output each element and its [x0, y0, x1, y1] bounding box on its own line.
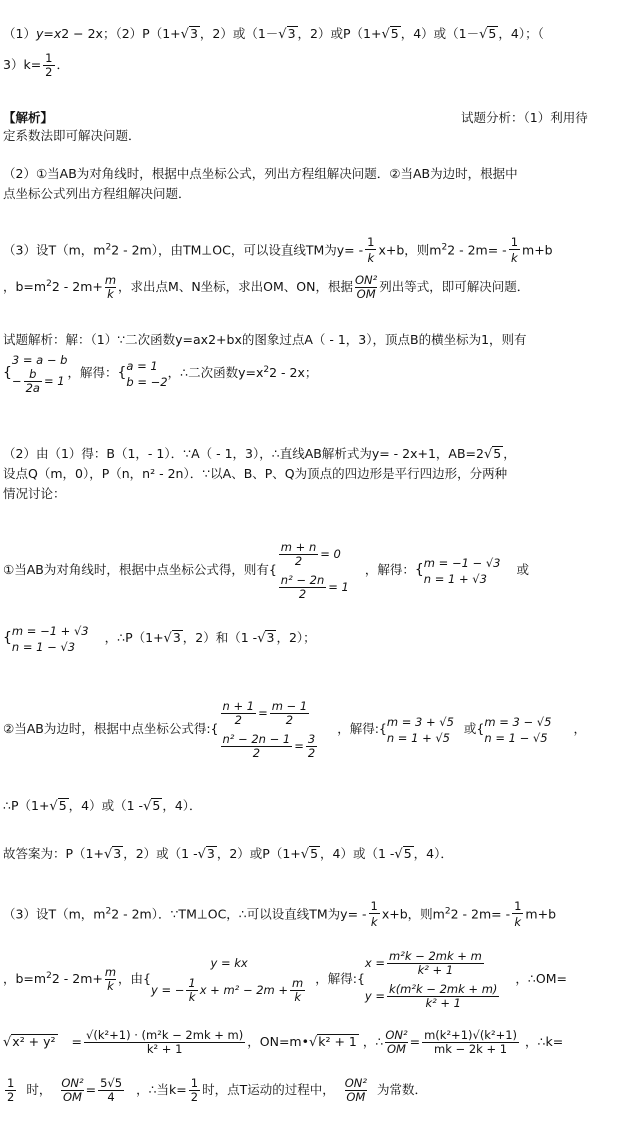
denominator: 2 — [294, 553, 303, 568]
text: ，解得： — [67, 365, 118, 380]
final-answer-line — [3, 846, 453, 863]
denominator: 2 — [7, 1090, 15, 1104]
sqrt-icon: √ — [394, 847, 403, 862]
brace-icon: { — [3, 365, 12, 381]
numerator: m + n — [280, 539, 317, 554]
sqrt-icon: √ — [483, 447, 493, 462]
text: = 1 — [328, 579, 349, 594]
fraction — [84, 1029, 245, 1056]
radicand: x² + y² — [12, 1034, 56, 1049]
sqrt-icon: √ — [143, 799, 152, 814]
numerator: n² − 2n — [280, 572, 325, 587]
text: 2 - 2m），由TM⊥OC，可以设直线TM为y= - — [111, 242, 364, 258]
equation: − $\frac{b}{2a}$ = 1 — [11, 367, 65, 395]
denominator: OM — [386, 1042, 406, 1056]
numerator: m — [292, 976, 304, 991]
sqrt-icon: √ — [103, 847, 113, 862]
fraction — [509, 236, 520, 266]
fraction — [24, 368, 42, 395]
text: 2 - 2m+ — [51, 971, 103, 987]
fraction — [422, 1029, 519, 1056]
brace-icon: { — [414, 562, 424, 578]
sqrt-icon: √ — [3, 1035, 12, 1050]
text: 2 - 2m= - — [450, 906, 511, 922]
text: ， — [503, 446, 516, 461]
text: ，∴OM= — [515, 971, 567, 987]
text: 或{ — [463, 721, 485, 736]
radicand: 5 — [152, 798, 161, 813]
solution-s3-line2: ，$b=m^22 - 2m+$ $\frac{m}{k}$ ，由{ y = kx y = − $\frac{1}{k}$ x + m² − 2m + $\frac{m}{k}$ ，解得:{ x = $\frac{\text{m²k − 2mk + m}}{\text{k² + 1}}$ y = $\frac{\text{k(m²k − 2mk + m)}}{\text{k² + 1}}$ ，∴OM= — [3, 948, 567, 1010]
text: ，ON=m• — [247, 1034, 309, 1049]
fraction — [365, 236, 376, 266]
equation: m = 3 − √5 — [484, 714, 552, 729]
equation: n = 1 + √5 — [386, 730, 451, 745]
denominator: k — [514, 915, 522, 929]
numerator: 1 — [7, 1076, 15, 1090]
fraction — [387, 983, 499, 1010]
numerator: 1 — [188, 976, 196, 991]
equation: b = −2 — [126, 374, 168, 389]
analysis-p3-line1: （3）设T（m，$m^22 - 2m$），由TM⊥OC，可以设直线TM为y= - $\frac{1}{k} x+b$，则$m^22 - 2m=$ - $\frac{1}{k} m+b$ — [3, 235, 553, 265]
fraction — [221, 733, 293, 760]
text: ，解得:{ — [337, 721, 387, 736]
fraction — [355, 274, 377, 301]
text: 2 - 2m）．∵TM⊥OC，∴可以设直线TM为y= - — [111, 906, 367, 922]
numerator: m — [104, 965, 117, 980]
numerator: ON² — [344, 1076, 367, 1090]
answer-line-1 — [3, 26, 544, 43]
equation-system — [151, 955, 307, 1004]
fraction — [306, 733, 317, 760]
text: 列出等式，即可解决问题． — [379, 279, 530, 294]
text: m+b — [522, 242, 553, 258]
text: ，4）或（1 - — [68, 798, 144, 813]
sqrt-icon: √ — [49, 799, 58, 814]
numerator: m(k²+1)√(k²+1) — [424, 1028, 518, 1042]
text: ，2）和（1 - — [182, 630, 258, 645]
text: ，∴ — [362, 1034, 384, 1049]
fraction — [105, 966, 116, 993]
text: = 1 — [43, 374, 65, 388]
equation: m = −1 − √3 — [423, 555, 501, 570]
analysis-p3-line2: ，$b=m^22 - 2m+$ $\frac{m}{k}$ ，求出点M、N坐标，求出OM、ON，根据 $\frac{\text{ON²}}{OM}$ 列出等式，即可解决问题． — [3, 273, 530, 301]
numerator: n + 1 — [222, 698, 255, 713]
answer-part: ，4）；（ — [498, 26, 544, 41]
equation — [365, 950, 502, 977]
equation-system — [484, 714, 551, 746]
equation: $\frac{n + 1}{2}$ = $\frac{m - 1}{2}$ — [222, 698, 308, 727]
numerator: m²k − 2mk + m — [389, 948, 482, 963]
denominator: 2a — [25, 381, 40, 395]
equation-system — [365, 950, 502, 1010]
case2-line1 — [3, 696, 586, 762]
equation-system — [12, 352, 68, 395]
text: 为常数． — [376, 1082, 427, 1097]
text: ， — [573, 721, 586, 736]
numerator: m — [104, 273, 117, 287]
sqrt-icon: √ — [257, 631, 266, 646]
equation — [151, 977, 307, 1004]
text: ，∴当k= — [136, 1082, 187, 1097]
sqrt-icon: √ — [278, 27, 287, 42]
radicand: 5 — [310, 846, 319, 861]
answer-part: ，2）或P（1+ — [297, 26, 382, 41]
equation: n = 1 + √3 — [423, 571, 487, 586]
text: ，b=m — [3, 279, 47, 294]
solution-s1-line2: { 3 = a − b − $\frac{b}{2a}$ = 1 ，解得：{ a = 1 b = −2 ，∴二次函数$y=x^22 - 2x$； — [3, 353, 318, 395]
denominator: k — [294, 990, 301, 1005]
text: ，2）或P（1+ — [216, 846, 301, 861]
text: x + m² − 2m + — [199, 983, 289, 998]
text: ，∴P（1+ — [104, 630, 164, 645]
sqrt-icon: √ — [197, 847, 206, 862]
text: ②当AB为边时，根据中点坐标公式得:{ — [3, 721, 219, 736]
sqrt-icon: √ — [479, 27, 488, 42]
brace-icon: { — [117, 365, 127, 381]
numerator: 5√5 — [100, 1076, 123, 1090]
equation: m = 3 + √5 — [386, 714, 454, 729]
equation: n = 1 − √3 — [11, 639, 76, 654]
denominator: OM — [346, 1090, 366, 1104]
numerator: ON² — [385, 1028, 408, 1042]
solution-s1-line1: 试题解析：解：（1）∵二次函数y=ax2+bx的图象过点A（ - 1，3），顶点B的横坐标为1，则有 — [3, 332, 527, 347]
fraction — [61, 1077, 83, 1104]
numerator: n² − 2n − 1 — [222, 731, 291, 746]
sqrt-icon: √ — [381, 27, 390, 42]
denominator: k² + 1 — [417, 962, 454, 977]
answer-part: ，4）或（1－ — [400, 26, 480, 41]
equation: n = 1 − √5 — [484, 730, 548, 745]
equation: a = 1 — [126, 358, 158, 373]
radicand: 5 — [390, 26, 399, 41]
equation-system — [277, 541, 349, 601]
solution-s2-line1 — [3, 446, 516, 463]
equation — [277, 574, 349, 601]
radicand: 3 — [113, 846, 122, 861]
numerator: 1 — [510, 235, 519, 249]
numerator: 1 — [367, 235, 375, 249]
text: = — [409, 1034, 421, 1049]
text: ，∴二次函数y=x — [167, 365, 264, 380]
numerator: ON² — [355, 273, 378, 287]
analysis-header: 【解析】 — [3, 110, 54, 125]
text: m+b — [525, 906, 557, 922]
text: x = — [364, 955, 386, 970]
text: ，b=m — [3, 971, 47, 987]
case2-line2 — [3, 798, 202, 815]
denominator: 2 — [298, 586, 307, 601]
text: y = − — [151, 983, 185, 998]
fraction — [270, 700, 309, 727]
denominator: 2 — [190, 1090, 199, 1104]
denominator: 2 — [45, 65, 53, 79]
analysis-cont: 定系数法即可解决问题． — [3, 128, 141, 143]
denominator: k — [107, 287, 114, 301]
solution-s2-line3: 情况讨论： — [3, 486, 66, 501]
fraction — [189, 1077, 200, 1104]
numerator: 1 — [45, 51, 53, 65]
radicand: 5 — [403, 846, 412, 861]
equation-system — [126, 358, 167, 390]
text: ，4）． — [162, 798, 202, 813]
text: ①当AB为对角线时，根据中点坐标公式得，则有{ — [3, 562, 277, 577]
denominator: k — [370, 915, 378, 929]
text: = — [71, 1034, 83, 1049]
fraction — [387, 950, 484, 977]
sqrt-icon: √ — [163, 631, 172, 646]
equation: y = kx — [210, 956, 248, 971]
text: 2 - 2x； — [269, 365, 318, 380]
text: （3）设T（m，m — [3, 242, 106, 258]
answer-part: （1） — [3, 26, 36, 41]
denominator: 4 — [107, 1090, 115, 1104]
fraction — [5, 1077, 16, 1104]
sqrt-icon: √ — [300, 847, 310, 862]
radicand: 3 — [266, 630, 275, 645]
equation — [365, 983, 502, 1010]
answer-part: ，2）或（1－ — [199, 26, 279, 41]
denominator: OM — [62, 1090, 82, 1104]
text: （3）设T（m，m — [3, 906, 106, 922]
solution-s3-line4 — [3, 1070, 427, 1110]
denominator: 2 — [234, 712, 242, 727]
answer-part: 3）k= — [3, 57, 42, 72]
sqrt-icon: √ — [308, 1035, 318, 1050]
fraction — [290, 977, 305, 1004]
solution-s3-line1: （3）设T（m，$m^22 - 2m$）．∵TM⊥OC，∴可以设直线TM为y= - $\frac{1}{k} x+b$，则$m^22 - 2m=$ - $\frac{1}{k} m+b$ — [3, 899, 557, 929]
numerator: 1 — [514, 899, 522, 913]
radicand: 3 — [172, 630, 181, 645]
fraction — [512, 900, 523, 930]
text: （2）由（1）得：B（1，- 1）．∵A（ - 1，3），∴直线AB解析式为y= - 2x+1，AB=2 — [3, 446, 484, 461]
text: 2 - 2m= - — [447, 242, 507, 258]
fraction — [369, 900, 380, 930]
answer-part: y=x — [35, 26, 62, 41]
text: x+b，则m — [381, 906, 445, 922]
numerator: 1 — [190, 1076, 199, 1090]
analysis-right: 试题分析：（1）利用待 — [461, 110, 588, 125]
fraction — [221, 700, 257, 727]
fraction — [105, 274, 116, 301]
numerator: √(k²+1) · (m²k − 2mk + m) — [86, 1028, 244, 1042]
brace-icon: { — [3, 630, 12, 646]
fraction — [345, 1077, 367, 1104]
numerator: 3 — [307, 731, 316, 746]
radicand: 3 — [189, 26, 198, 41]
radicand: 3 — [206, 846, 215, 861]
solution-s2-line2: 设点Q（m，0），P（n，n² - 2n）．∵以A、B、P、Q为顶点的四边形是平行四边形，分两种 — [3, 466, 508, 481]
numerator: 1 — [370, 899, 378, 913]
equation-system — [12, 623, 89, 655]
denominator: OM — [356, 287, 376, 301]
text: 故答案为：P（1+ — [3, 846, 104, 861]
text: 或 — [516, 562, 530, 577]
answer-line-2 — [3, 52, 69, 79]
denominator: k — [367, 251, 375, 265]
denominator: k — [107, 979, 114, 994]
denominator: 2 — [252, 745, 261, 760]
denominator: k² + 1 — [146, 1042, 183, 1056]
answer-part: ． — [56, 57, 70, 72]
radicand: 5 — [493, 446, 502, 461]
case1-line1 — [3, 540, 529, 601]
fraction — [98, 1077, 124, 1104]
text: ，解得： — [364, 562, 415, 577]
text: 时，点T运动的过程中， — [202, 1082, 335, 1097]
denominator: k — [511, 251, 518, 265]
text: = — [85, 1082, 97, 1097]
text: 2 - 2m+ — [51, 279, 103, 294]
solution-s3-line3 — [3, 1024, 563, 1061]
text: ∴P（1+ — [3, 798, 50, 813]
radicand: 3 — [287, 26, 296, 41]
sqrt-icon: √ — [180, 27, 189, 42]
answer-part: 2 − 2x；（2）P（1+ — [61, 26, 181, 41]
numerator: m − 1 — [271, 698, 308, 713]
equation-system — [219, 700, 320, 760]
radicand: k² + 1 — [318, 1034, 357, 1049]
text: y = — [364, 988, 386, 1003]
denominator: k² + 1 — [425, 995, 461, 1010]
text: x+b，则m — [378, 242, 442, 258]
analysis-p2-line2: 点坐标公式列出方程组解决问题． — [3, 186, 191, 201]
text: ，4）． — [413, 846, 453, 861]
numerator: b — [24, 368, 42, 382]
equation: 3 = a − b — [11, 353, 68, 367]
fraction — [279, 574, 326, 601]
equation: $\frac{\text{n² − 2n − 1}}{2}$ = $\frac{3}{2}$ — [222, 731, 316, 760]
text: 时， — [26, 1082, 52, 1097]
fraction — [279, 541, 318, 568]
text: ，4）或（1 - — [320, 846, 395, 861]
text: ，∴k= — [525, 1034, 564, 1049]
denominator: 2 — [285, 712, 294, 727]
text: ，2）； — [276, 630, 316, 645]
equation — [277, 541, 349, 568]
text: ，求出点M、N坐标，求出OM、ON，根据 — [118, 279, 353, 294]
denominator: mk − 2k + 1 — [434, 1042, 508, 1056]
text: ，由{ — [118, 971, 151, 987]
text: = 0 — [320, 546, 341, 561]
numerator: k(m²k − 2mk + m) — [389, 981, 498, 996]
fraction — [186, 977, 197, 1004]
equation-system — [424, 555, 501, 587]
denominator: 2 — [307, 745, 316, 760]
denominator: k — [188, 990, 196, 1005]
numerator: ON² — [61, 1076, 84, 1090]
fraction — [385, 1029, 407, 1056]
text: ，2）或（1 - — [123, 846, 198, 861]
equation-system — [387, 714, 454, 746]
case1-line2 — [3, 618, 316, 659]
fraction — [43, 52, 54, 79]
text: ，解得:{ — [315, 971, 365, 987]
analysis-p2-line1: （2）①当AB为对角线时，根据中点坐标公式，列出方程组解决问题．②当AB为边时，根据中 — [3, 166, 518, 181]
equation: m = −1 + √3 — [11, 623, 89, 638]
radicand: 5 — [488, 26, 497, 41]
radicand: 5 — [58, 798, 67, 813]
